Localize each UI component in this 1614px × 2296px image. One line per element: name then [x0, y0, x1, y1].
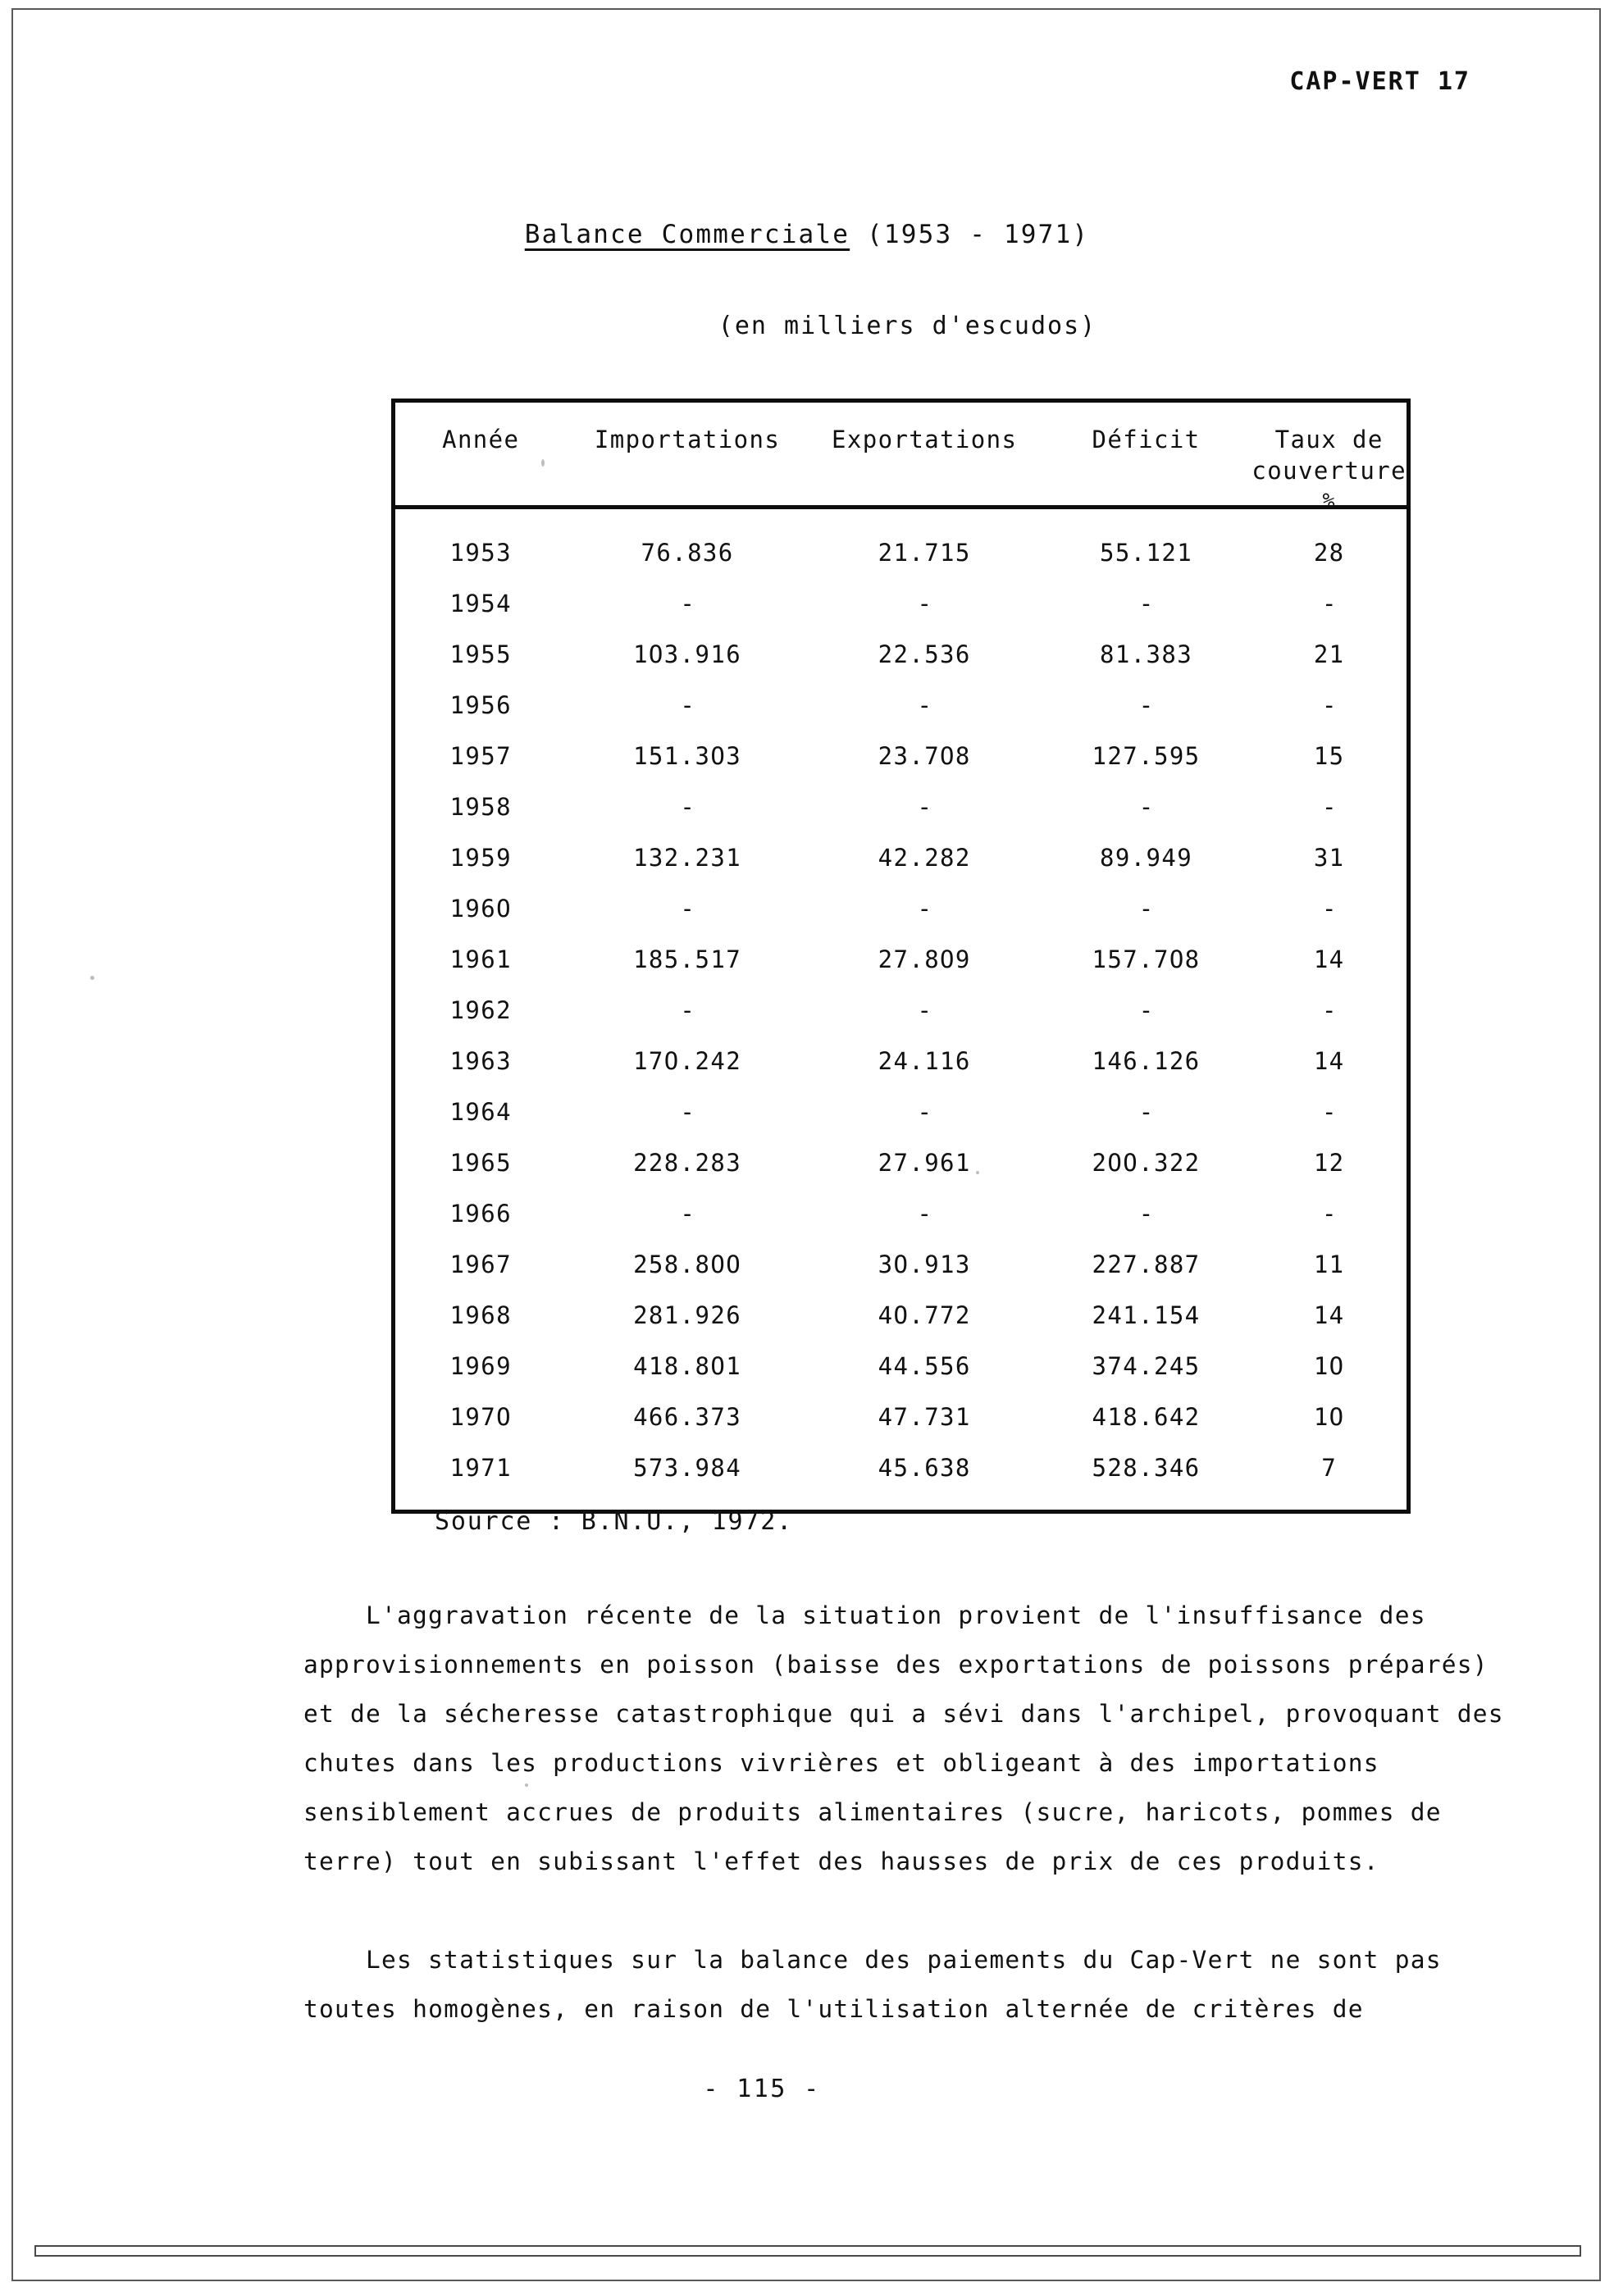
cell-importations: 228.283	[633, 1149, 742, 1177]
cell-taux: 14	[1313, 945, 1345, 973]
body-paragraph-2	[303, 1935, 1509, 2034]
cell-exportations: -	[917, 996, 932, 1024]
table-row	[395, 578, 1407, 629]
cell-annee: 1963	[449, 1047, 512, 1075]
cell-annee: 1968	[449, 1301, 512, 1329]
table-row	[395, 731, 1407, 781]
cell-importations: 418.8O1	[633, 1352, 742, 1380]
cell-exportations: 45.638	[878, 1454, 971, 1482]
cell-deficit: 89.949	[1099, 844, 1193, 872]
body-text	[303, 1591, 1509, 2034]
table-row	[395, 680, 1407, 731]
cell-importations: 151.3O3	[633, 742, 742, 770]
page-title-years: (1953 - 1971)	[867, 220, 1090, 249]
table-header-row	[395, 403, 1407, 508]
table-row	[395, 1086, 1407, 1137]
cell-annee: 1954	[449, 590, 512, 617]
cell-exportations: 47.731	[878, 1403, 971, 1431]
cell-annee: 196O	[449, 895, 512, 922]
cell-annee: 1964	[449, 1098, 512, 1126]
cell-importations: 17O.242	[633, 1047, 742, 1075]
cell-annee: 1953	[449, 539, 512, 567]
column-header-taux-line1: Taux de	[1274, 426, 1384, 453]
cell-deficit: 127.595	[1092, 742, 1201, 770]
cell-taux: -	[1321, 996, 1337, 1024]
cell-importations: -	[680, 895, 695, 922]
cell-taux: 31	[1313, 844, 1345, 872]
cell-exportations: 22.536	[878, 640, 971, 668]
cell-taux: 15	[1313, 742, 1345, 770]
cell-deficit: 81.383	[1099, 640, 1193, 668]
scan-artifact	[90, 976, 94, 980]
cell-annee: 1958	[449, 793, 512, 821]
cell-importations: 573.984	[633, 1454, 742, 1482]
cell-exportations: -	[917, 691, 932, 719]
cell-exportations: -	[917, 590, 932, 617]
cell-annee: 1957	[449, 742, 512, 770]
cell-annee: 1961	[449, 945, 512, 973]
cell-importations: 258.8OO	[633, 1250, 742, 1278]
cell-taux: 1O	[1313, 1352, 1345, 1380]
body-paragraph-1	[303, 1591, 1509, 1886]
column-header-annee	[395, 403, 566, 508]
column-header-taux-de-couverture	[1252, 403, 1407, 512]
table-row	[395, 629, 1407, 680]
cell-annee: 1969	[449, 1352, 512, 1380]
cell-taux: 14	[1313, 1047, 1345, 1075]
cell-taux: 7	[1321, 1454, 1338, 1482]
cell-deficit: -	[1138, 590, 1154, 617]
cell-deficit: 146.126	[1092, 1047, 1201, 1075]
table-row	[395, 508, 1407, 579]
cell-deficit: -	[1138, 1098, 1154, 1126]
cell-annee: 1962	[449, 996, 512, 1024]
cell-deficit: 2OO.322	[1092, 1149, 1201, 1177]
cell-deficit: -	[1138, 793, 1154, 821]
cell-importations: 132.231	[633, 844, 742, 872]
table-row	[395, 1188, 1407, 1239]
cell-importations: 185.517	[633, 945, 742, 973]
table-row	[395, 1036, 1407, 1086]
cell-exportations: 24.116	[878, 1047, 971, 1075]
table-row	[395, 1442, 1407, 1510]
page-title	[0, 220, 1614, 249]
cell-exportations: -	[917, 895, 932, 922]
column-header-deficit-label: Déficit	[1092, 426, 1201, 453]
cell-deficit: 55.121	[1099, 539, 1193, 567]
cell-deficit: -	[1138, 1200, 1154, 1228]
body-paragraph-1-text: L'aggravation récente de la situation provient de l'insuffisance des approvisionnements en poisson (baisse des exportations de poissons préparés) et de la sécheresse catastrophique qui a sévi dans l'archipel, provoquant des chutes dans les productions vivrières et obligeant à des importations sensiblement accrues de produits alimentaires (sucre, haricots, pommes de terre) tout en subissant l'effet des hausses de prix de ces produits.	[303, 1601, 1504, 1875]
cell-importations: 1O3.916	[633, 640, 742, 668]
cell-annee: 1971	[449, 1454, 512, 1482]
table-row	[395, 781, 1407, 832]
cell-taux: -	[1321, 1098, 1337, 1126]
table-source-note: Source : B.N.U., 1972.	[435, 1507, 793, 1536]
table-row	[395, 883, 1407, 934]
column-header-importations	[566, 403, 808, 508]
cell-annee: 1965	[449, 1149, 512, 1177]
cell-importations: -	[680, 691, 695, 719]
page-number: - 115 -	[703, 2075, 821, 2103]
table-row	[395, 832, 1407, 883]
column-header-deficit	[1041, 403, 1252, 508]
units-note: (en milliers d'escudos)	[718, 312, 1097, 340]
cell-exportations: -	[917, 1200, 932, 1228]
cell-importations: -	[680, 590, 695, 617]
cell-importations: 76.836	[641, 539, 734, 567]
cell-taux: -	[1321, 793, 1337, 821]
column-header-annee-label: Année	[442, 426, 520, 453]
cell-taux: 14	[1313, 1301, 1345, 1329]
cell-deficit: 157.7O8	[1092, 945, 1201, 973]
cell-annee: 197O	[449, 1403, 512, 1431]
column-header-taux-percent-symbol: %	[1322, 488, 1336, 512]
balance-commerciale-table	[391, 399, 1411, 1514]
cell-importations: 466.373	[633, 1403, 742, 1431]
cell-taux: -	[1321, 691, 1337, 719]
running-head: CAP-VERT 17	[1289, 67, 1470, 96]
cell-taux: -	[1321, 1200, 1337, 1228]
cell-deficit: 227.887	[1092, 1250, 1201, 1278]
cell-annee: 1966	[449, 1200, 512, 1228]
table-body	[395, 508, 1407, 1510]
cell-deficit: -	[1138, 691, 1154, 719]
cell-taux: 21	[1313, 640, 1345, 668]
cell-exportations: 44.556	[878, 1352, 971, 1380]
cell-deficit: -	[1138, 996, 1154, 1024]
cell-taux: -	[1321, 590, 1337, 617]
cell-deficit: 528.346	[1092, 1454, 1201, 1482]
column-header-taux-line2: couverture	[1252, 457, 1407, 485]
cell-annee: 1956	[449, 691, 512, 719]
cell-exportations: 21.715	[878, 539, 971, 567]
cell-deficit: 241.154	[1092, 1301, 1201, 1329]
table-row	[395, 1392, 1407, 1442]
table-row	[395, 934, 1407, 985]
cell-exportations: 27.8O9	[878, 945, 971, 973]
page-border-bottom-bar	[34, 2245, 1581, 2257]
cell-deficit: 374.245	[1092, 1352, 1201, 1380]
cell-exportations: 4O.772	[878, 1301, 971, 1329]
cell-importations: -	[680, 1200, 695, 1228]
cell-taux: 28	[1313, 539, 1345, 567]
cell-taux: 12	[1313, 1149, 1345, 1177]
cell-annee: 1967	[449, 1250, 512, 1278]
cell-annee: 1955	[449, 640, 512, 668]
table-row	[395, 1290, 1407, 1341]
cell-exportations: 42.282	[878, 844, 971, 872]
cell-exportations: -	[917, 1098, 932, 1126]
column-header-exportations-label: Exportations	[832, 426, 1018, 453]
table-row	[395, 985, 1407, 1036]
cell-exportations: 23.7O8	[878, 742, 971, 770]
cell-deficit: 418.642	[1092, 1403, 1201, 1431]
table-row	[395, 1341, 1407, 1392]
column-header-importations-label: Importations	[594, 426, 781, 453]
cell-importations: -	[680, 793, 695, 821]
cell-taux: 11	[1313, 1250, 1345, 1278]
table-row	[395, 1137, 1407, 1188]
page-title-main: Balance Commerciale	[524, 220, 850, 249]
cell-deficit: -	[1138, 895, 1154, 922]
cell-exportations: -	[917, 793, 932, 821]
cell-importations: -	[680, 996, 695, 1024]
cell-taux: 1O	[1313, 1403, 1345, 1431]
cell-annee: 1959	[449, 844, 512, 872]
cell-importations: 281.926	[633, 1301, 742, 1329]
body-paragraph-2-text: Les statistiques sur la balance des paiements du Cap-Vert ne sont pas toutes homogènes, en raison de l'utilisation alternée de critères de	[303, 1946, 1442, 2023]
table-row	[395, 1239, 1407, 1290]
cell-taux: -	[1321, 895, 1337, 922]
cell-exportations: 3O.913	[878, 1250, 971, 1278]
cell-exportations: 27.961	[878, 1149, 971, 1177]
cell-importations: -	[680, 1098, 695, 1126]
column-header-exportations	[809, 403, 1041, 508]
